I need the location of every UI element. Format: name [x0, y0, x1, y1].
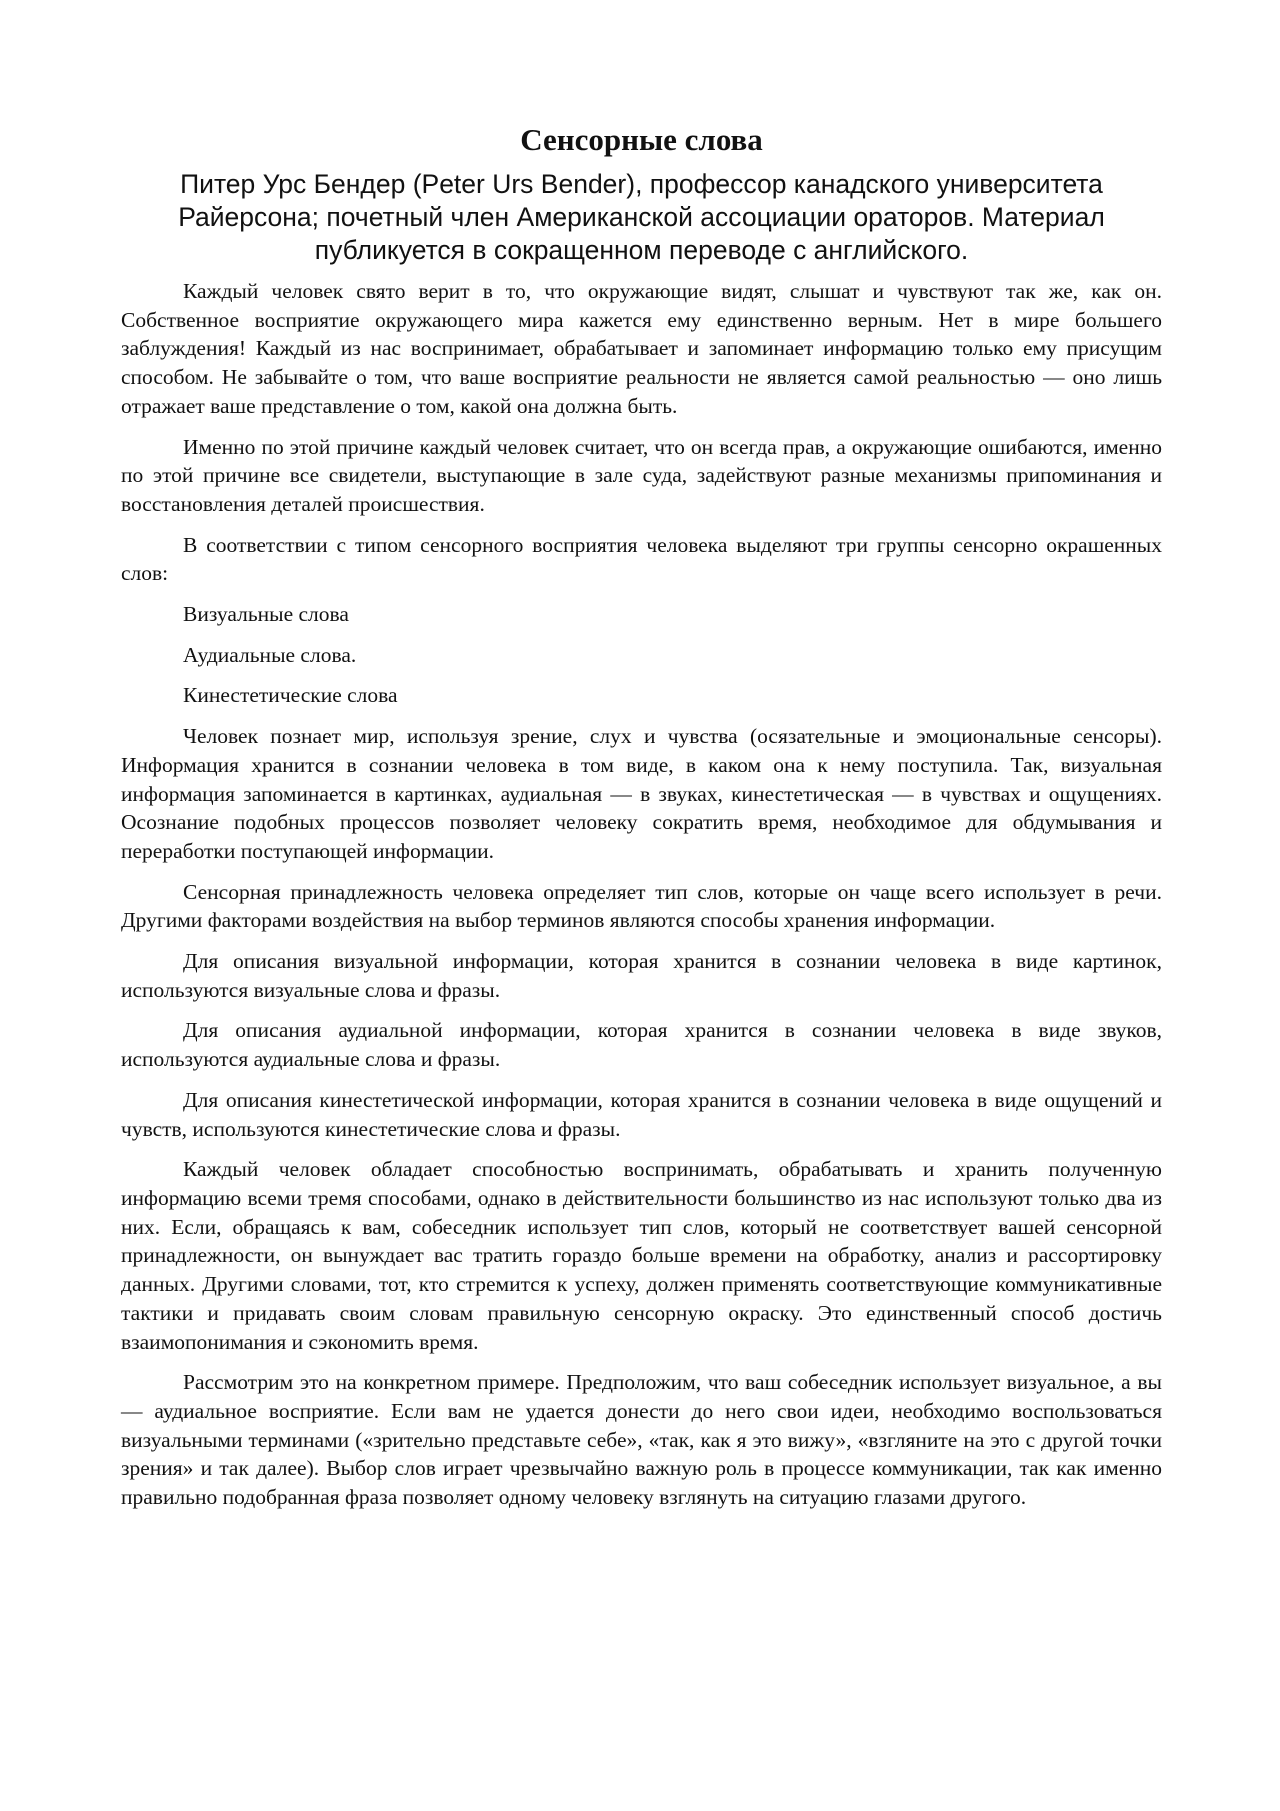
paragraph: Человек познает мир, используя зрение, слух и чувства (осязательные и эмоциональные сенсоры). Информация хранится в сознании человека в том виде, в каком она к нему поступила. Так, визуальная информация запоминается в картинках, аудиальная — в звуках, кинестетическая — в чувствах и ощущениях. Осознание подобных процессов позволяет человеку сократить время, необходимое для обдумывания и переработки поступающей информации.: [121, 724, 1162, 863]
paragraph: Для описания кинестетической информации, которая хранится в сознании человека в виде ощущений и чувств, используются кинестетические слова и фразы.: [121, 1087, 1162, 1141]
paragraph: Рассмотрим это на конкретном примере. Предположим, что ваш собеседник использует визуальное, а вы — аудиальное восприятие. Если вам не удается донести до него свои идеи, необходимо воспользоваться визуальными терминами («зрительно представьте себе», «так, как я это вижу», «взгляните на это с другой точки зрения» и так далее). Выбор слов играет чрезвычайно важную роль в процессе коммуникации, так как именно правильно подобранная фраза позволяет одному человеку взглянуть на ситуацию глазами другого.: [121, 1370, 1162, 1510]
page-title: Сенсорные слова: [520, 122, 763, 157]
document-page: [121, 120, 1162, 1524]
paragraph: Каждый человек обладает способностью воспринимать, обрабатывать и хранить полученную информацию всеми тремя способами, однако в действительности большинство из нас используют только два из них. Если, обращаясь к вам, собеседник использует тип слов, который не соответствует вашей сенсорной принадлежности, он вынуждает вас тратить гораздо больше времени на обработку, анализ и рассортировку данных. Другими словами, тот, кто стремится к успеху, должен применять соответствующие коммуникативные тактики и придавать своим словам правильную сенсорную окраску. Это единственный способ достичь взаимопонимания и сэкономить время.: [121, 1157, 1162, 1354]
list-item-visual-words: Визуальные слова: [183, 602, 349, 627]
paragraph: Именно по этой причине каждый человек считает, что он всегда прав, а окружающие ошибаются, именно по этой причине все свидетели, выступающие в зале суда, задействуют разные механизмы припоминания и восстановления деталей происшествия.: [121, 434, 1162, 516]
paragraph: Для описания аудиальной информации, которая хранится в сознании человека в виде звуков, используются аудиальные слова и фразы.: [121, 1018, 1162, 1072]
paragraph: Каждый человек свято верит в то, что окружающие видят, слышат и чувствуют так же, как он. Собственное восприятие окружающего мира кажется ему единственно верным. Нет в мире большего заблуждения! Каждый из нас воспринимает, обрабатывает и запоминает информацию только ему присущим способом. Не забывайте о том, что ваше восприятие реальности не является самой реальностью — оно лишь отражает ваше представление о том, какой она должна быть.: [121, 279, 1162, 418]
list-item-audial-words: Аудиальные слова.: [183, 642, 357, 667]
paragraph: В соответствии с типом сенсорного восприятия человека выделяют три группы сенсорно окрашенных слов:: [121, 532, 1162, 586]
list-item-kinesthetic-words: Кинестетические слова: [183, 683, 398, 708]
paragraph: Для описания визуальной информации, которая хранится в сознании человека в виде картинок, используются визуальные слова и фразы.: [121, 949, 1162, 1002]
paragraph: Сенсорная принадлежность человека определяет тип слов, которые он чаще всего использует в речи. Другими факторами воздействия на выбор терминов являются способы хранения информации.: [121, 879, 1162, 933]
author-info: Питер Урс Бендер (Peter Urs Bender), профессор канадского университета Райерсона; почетный член Американской ассоциации ораторов. Материал публикуется в сокращенном переводе с английского.: [178, 169, 1105, 265]
